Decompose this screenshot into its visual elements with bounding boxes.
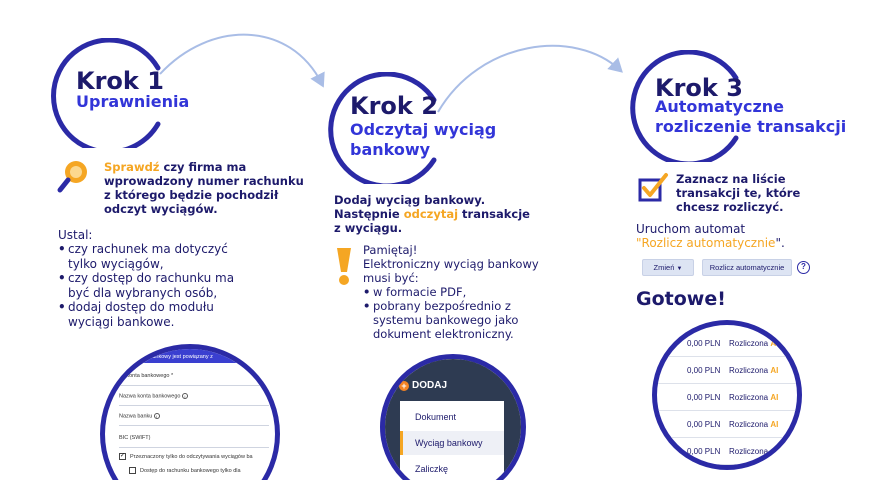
step3-title: Automatyczne rozliczenie transakcji	[655, 97, 847, 136]
chevron-down-icon: ▼	[676, 266, 683, 272]
step1-check-text	[104, 160, 304, 216]
menu-item-wyciag-bankowy[interactable]: Wyciąg bankowy	[400, 431, 504, 455]
arrow-step2-to-step3	[438, 46, 620, 112]
step1-title: Uprawnienia	[76, 92, 190, 111]
step3-krok: Krok 3	[655, 74, 743, 102]
checkbox-icon	[638, 172, 670, 204]
step2-remember: Pamiętaj!	[363, 243, 418, 257]
step2-remember-text: Elektroniczny wyciąg bankowy musi być:	[363, 257, 539, 285]
step2-zoom-circle	[380, 354, 526, 480]
checkbox-access[interactable]	[129, 467, 136, 474]
list-item: • w formacie PDF,	[363, 285, 563, 299]
magnifier-icon	[56, 156, 96, 196]
bic-label: BIC (SWIFT)	[119, 435, 151, 441]
checkbox-read-only[interactable]: ✓	[120, 453, 126, 459]
help-icon[interactable]: ?	[797, 261, 810, 274]
checkbox1-label: Przeznaczony tylko do odczytywania wyciągów ba	[130, 454, 253, 460]
table-row[interactable]: 0,00 PLN Rozliczona AI	[657, 385, 797, 411]
account-number-field[interactable]	[119, 385, 269, 386]
account-number-label: Nr konta bankowego *	[119, 373, 174, 379]
checkbox2-label: Dostęp do rachunku bankowego tylko dla	[140, 468, 241, 474]
exclamation-icon	[332, 244, 356, 288]
step3-run-pre: Uruchom automat	[636, 222, 746, 236]
table-row[interactable]: 0,00 PLN Rozliczona AI	[657, 439, 797, 465]
account-name-label: Nazwa konta bankowego i	[119, 393, 188, 399]
menu-item-dokument[interactable]: Dokument	[415, 412, 457, 422]
info-icon: i	[182, 393, 188, 399]
step3-run-text	[636, 222, 836, 250]
step1-bullets	[58, 242, 258, 329]
arrow-step1-to-step2	[160, 35, 322, 84]
info-icon: i	[154, 413, 160, 419]
list-item: • pobrany bezpośrednio z systemu bankowego jako dokument elektroniczny.	[363, 299, 563, 341]
step2-krok: Krok 2	[350, 92, 438, 120]
plus-icon: +	[399, 381, 409, 391]
auto-settle-button[interactable]: Rozlicz automatycznie	[702, 259, 792, 276]
table-row[interactable]: 0,00 PLN Rozliczona AI	[657, 331, 797, 357]
step2-title: Odczytaj wyciąg bankowy	[350, 120, 497, 159]
step1-check-highlight: Sprawdź	[104, 160, 160, 174]
step1-check-rest: czy firma ma wprowadzony numer rachunku z którego będzie pochodził odczyt wyciągów.	[104, 160, 304, 216]
change-button[interactable]: Zmień ▼	[642, 259, 694, 276]
bic-field[interactable]	[119, 447, 269, 448]
step2-line2-highlight: odczytaj	[403, 207, 459, 221]
table-row[interactable]: 0,00 PLN Rozliczona AI	[657, 358, 797, 384]
account-name-field[interactable]	[119, 405, 269, 406]
step2-line2: Następnie odczytaj transakcje z wyciągu.	[334, 207, 530, 235]
bank-name-label: Nazwa banku i	[119, 413, 160, 419]
list-item: • dodaj dostęp do modułu wyciągi bankowe.	[58, 300, 258, 329]
bank-name-field[interactable]	[119, 425, 269, 426]
form-header: Rachunek bankowy jest powiązany z	[123, 354, 213, 360]
step3-done: Gotowe!	[636, 288, 726, 310]
step2-remember-block	[363, 243, 563, 341]
step2-intro	[334, 193, 534, 235]
step2-bullets	[363, 285, 563, 341]
menu-item-zaliczke[interactable]: Zaliczkę	[415, 464, 449, 474]
step3-mark-text: Zaznacz na liście transakcji te, które chcesz rozliczyć.	[676, 172, 801, 214]
step3-run-highlight: Rozlicz automatycznie	[641, 236, 776, 250]
add-dropdown-menu	[400, 401, 504, 480]
step1-krok: Krok 1	[76, 67, 164, 95]
step2-line1: Dodaj wyciąg bankowy.	[334, 193, 486, 207]
step3-zoom-circle	[652, 320, 802, 470]
step1-ustal: Ustal:	[58, 228, 93, 242]
list-item: • czy dostęp do rachunku ma być dla wybranych osób,	[58, 271, 258, 300]
dodaj-button[interactable]: DODAJ	[412, 380, 448, 391]
step3-run-line2: "Rozlicz automatycznie".	[636, 236, 785, 250]
list-item: • czy rachunek ma dotyczyć tylko wyciągów,	[58, 242, 258, 271]
table-row[interactable]: 0,00 PLN Rozliczona AI	[657, 412, 797, 438]
